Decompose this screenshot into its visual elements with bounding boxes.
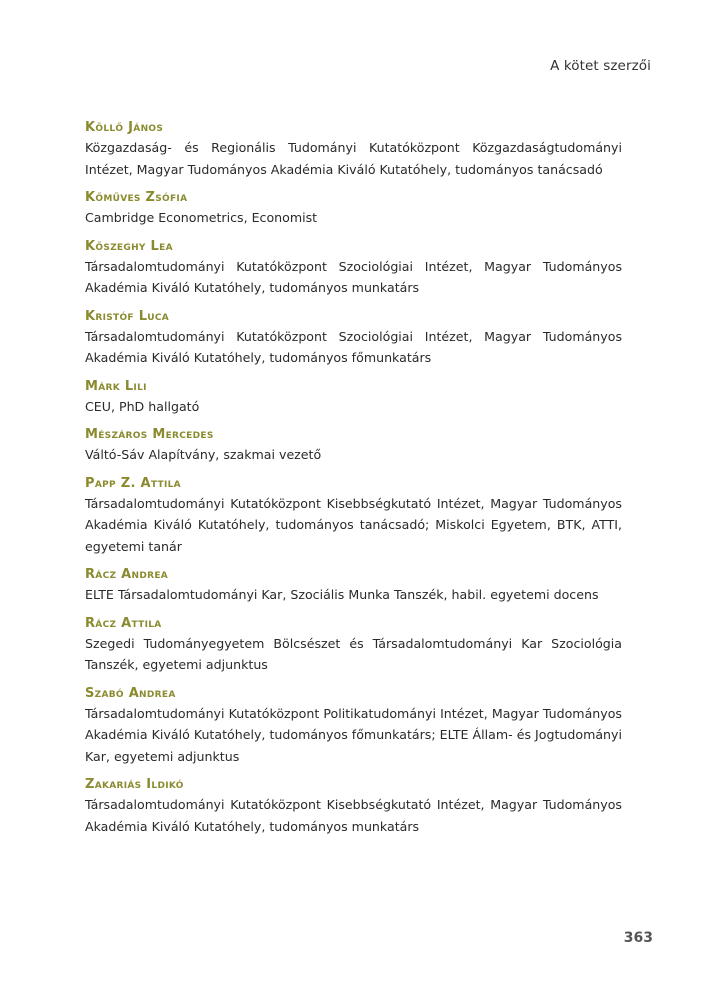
author-name: Zakariás Ildikó <box>85 777 184 792</box>
author-entry <box>85 614 622 676</box>
author-affiliation: Cambridge Econometrics, Economist <box>85 210 318 225</box>
author-entry <box>85 775 622 837</box>
author-affiliation: Társadalomtudományi Kutatóközpont Szociológiai Intézet, Magyar Tudományos Akadémia Kiváló Kutatóhely, tudományos főmunkatárs <box>85 328 622 365</box>
author-name: Mészáros Mercedes <box>85 427 214 442</box>
running-title: A kötet szerzői <box>550 58 651 74</box>
author-affiliation: Társadalomtudományi Kutatóközpont Kisebbségkutató Intézet, Magyar Tudományos Akadémia Kiváló Kutatóhely, tudományos tanácsadó; Miskolci Egyetem, BTK, ATTI, egyetemi tanár <box>85 495 622 554</box>
author-affiliation: Szegedi Tudományegyetem Bölcsészet és Társadalomtudományi Kar Szociológia Tanszék, egyetemi adjunktus <box>85 635 622 672</box>
author-affiliation: Váltó-Sáv Alapítvány, szakmai vezető <box>85 447 322 462</box>
author-name: Rácz Andrea <box>85 567 169 582</box>
author-name: Szabó Andrea <box>85 685 176 701</box>
author-name: Kőszeghy Lea <box>85 238 173 254</box>
author-entry <box>85 237 622 299</box>
author-affiliation: Közgazdaság- és Regionális Tudományi Kutatóközpont Közgazdaságtudományi Intézet, Magyar Tudományos Akadémia Kiváló Kutatóhely, tudományos tanácsadó <box>85 140 622 177</box>
author-entry <box>85 307 622 369</box>
author-entry <box>85 425 622 466</box>
author-list <box>85 118 622 845</box>
author-name: Kristóf Luca <box>85 308 170 324</box>
author-affiliation: Társadalomtudományi Kutatóközpont Politikatudományi Intézet, Magyar Tudományos Akadémia Kiváló Kutatóhely, tudományos főmunkatárs; ELTE Állam- és Jogtudományi Kar, egyetemi adjunktus <box>85 705 622 764</box>
author-entry <box>85 684 622 768</box>
author-name: Rácz Attila <box>85 615 162 631</box>
author-entry <box>85 188 622 229</box>
author-affiliation: CEU, PhD hallgató <box>85 398 200 414</box>
author-name: Márk Lili <box>85 378 147 394</box>
author-name: Köllő János <box>85 120 164 135</box>
author-entry <box>85 377 622 418</box>
author-affiliation: Társadalomtudományi Kutatóközpont Szociológiai Intézet, Magyar Tudományos Akadémia Kiváló Kutatóhely, tudományos munkatárs <box>85 258 622 295</box>
author-affiliation: ELTE Társadalomtudományi Kar, Szociális Munka Tanszék, habil. egyetemi docens <box>85 587 599 602</box>
author-entry <box>85 474 622 558</box>
page-number: 363 <box>623 930 653 946</box>
author-affiliation: Társadalomtudományi Kutatóközpont Kisebbségkutató Intézet, Magyar Tudományos Akadémia Kiváló Kutatóhely, tudományos munkatárs <box>85 797 622 834</box>
author-name: Papp Z. Attila <box>85 475 181 491</box>
author-entry <box>85 118 622 180</box>
author-entry <box>85 565 622 606</box>
author-name: Kőműves Zsófia <box>85 190 188 205</box>
